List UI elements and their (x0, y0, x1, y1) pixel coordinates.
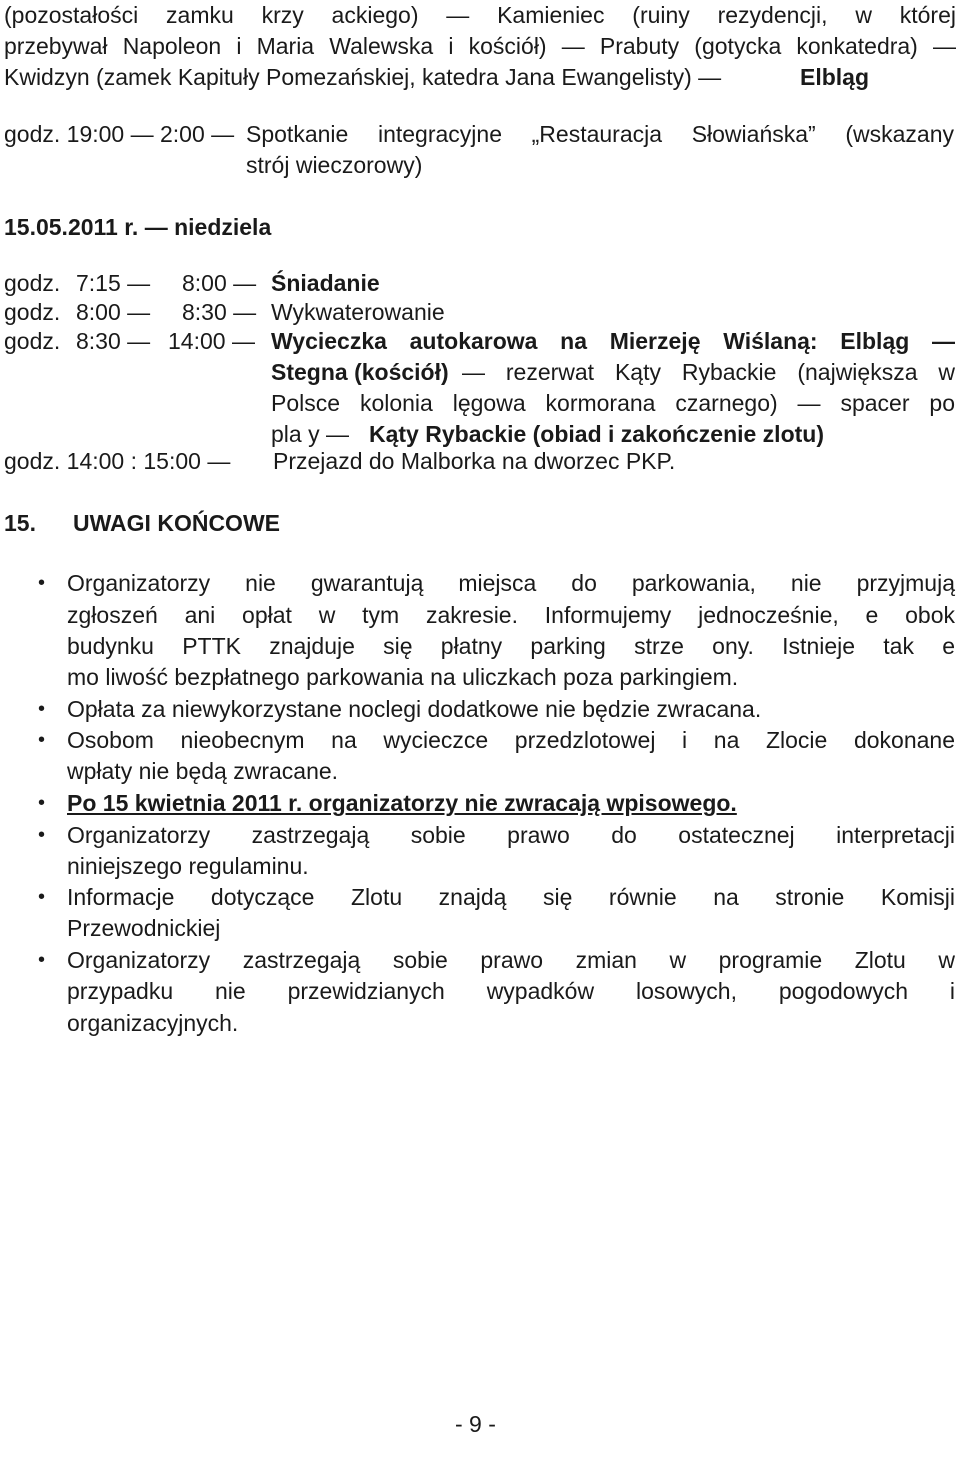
remark-line: wpłaty nie będą zwracane. (67, 758, 339, 784)
schedule-to: 8:00 — (182, 270, 257, 296)
trip-line-4-plain: pla y — (271, 421, 349, 447)
schedule-label: godz. (4, 270, 61, 296)
schedule-label: godz. (4, 299, 61, 325)
evening-time: godz. 19:00 — 2:00 — (4, 121, 235, 147)
bullet: • (38, 824, 46, 846)
remark-line: organizacyjnych. (67, 1010, 239, 1036)
schedule-row (0, 297, 960, 328)
evening-text-cont: strój wieczorowy) (246, 152, 423, 178)
bullet: • (38, 886, 46, 908)
transfer-text: Przejazd do Malborka na dworzec PKP. (273, 448, 676, 474)
bullet: • (38, 949, 46, 971)
remark-line: Informacje dotyczące Zlotu znajdą się równie na stronie Komisji (67, 884, 955, 910)
page-number (0, 1409, 960, 1440)
section-number: 15. (4, 510, 36, 536)
schedule-text: Śniadanie (271, 270, 380, 296)
remark-line-emphasis: Po 15 kwietnia 2011 r. organizatorzy nie zwracają wpisowego. (67, 790, 737, 816)
transfer-row (0, 446, 960, 477)
remark-line: przypadku nie przewidzianych wypadków losowych, pogodowych i (67, 978, 955, 1004)
section-title: UWAGI KOŃCOWE (73, 510, 280, 536)
remark-line: niniejszego regulaminu. (67, 853, 309, 879)
schedule-from: 8:00 — (76, 299, 151, 325)
remark-line: Opłata za niewykorzystane noclegi dodatkowe nie będzie zwracana. (67, 696, 762, 722)
trip-label: godz. (4, 328, 61, 354)
trip-line-3: Polsce kolonia lęgowa kormorana czarnego) — spacer po (271, 390, 955, 416)
trip-line-2-bold: Stegna (kościół) (271, 359, 449, 385)
schedule-from: 7:15 — (76, 270, 151, 296)
bullet: • (38, 572, 46, 594)
bullet: • (38, 729, 46, 751)
section-heading (0, 508, 960, 539)
remark-line: zgłoszeń ani opłat w tym zakresie. Informujemy jednocześnie, e obok (67, 602, 955, 628)
remark-line: Osobom nieobecnym na wycieczce przedzlotowej i na Zlocie dokonane (67, 727, 955, 753)
transfer-time: godz. 14:00 : 15:00 — (4, 448, 231, 474)
intro-line: Kwidzyn (zamek Kapituły Pomezańskiej, katedra Jana Ewangelisty) — (4, 64, 722, 90)
remark-line: Organizatorzy nie gwarantują miejsca do parkowania, nie przyjmują (67, 570, 955, 596)
remark-line: Przewodnickiej (67, 915, 221, 941)
remark-line: Organizatorzy zastrzegają sobie prawo do ostatecznej interpretacji (67, 822, 955, 848)
evening-event (0, 119, 960, 150)
schedule-text: Wykwaterowanie (271, 299, 445, 325)
intro-line: (pozostałości zamku krzy ackiego) — Kamieniec (ruiny rezydencji, w której (4, 2, 956, 28)
remark-line: budynku PTTK znajduje się płatny parking strze ony. Istnieje tak e (67, 633, 955, 659)
trip-to: 14:00 — (168, 328, 255, 354)
remark-line: Organizatorzy zastrzegają sobie prawo zmian w programie Zlotu w (67, 947, 955, 973)
trip-row-cont (0, 388, 960, 419)
trip-line-4-bold: Kąty Rybackie (obiad i zakończenie zlotu) (369, 421, 824, 447)
trip-line-2-rest: — rezerwat Kąty Rybackie (największa w (462, 359, 955, 385)
evening-event-cont (0, 150, 960, 181)
page-number-text: - 9 - (455, 1411, 496, 1437)
intro-line-last (4, 62, 960, 93)
intro-line: przebywał Napoleon i Maria Walewska i kościół) — Prabuty (gotycka konkatedra) — (4, 33, 956, 59)
trip-row-cont (0, 357, 960, 388)
intro-bold-end: Elbląg (800, 64, 870, 90)
trip-line-1: Wycieczka autokarowa na Mierzeję Wiślaną: Elbląg — (271, 328, 955, 354)
day-heading-text: 15.05.2011 r. — niedziela (4, 214, 272, 240)
schedule-to: 8:30 — (182, 299, 257, 325)
bullet: • (38, 698, 46, 720)
schedule-row (0, 268, 960, 299)
evening-text: Spotkanie integracyjne „Restauracja Słowiańska” (wskazany (246, 121, 954, 147)
bullet: • (38, 792, 46, 814)
trip-row (0, 326, 960, 357)
trip-from: 8:30 — (76, 328, 151, 354)
remark-line: mo liwość bezpłatnego parkowania na uliczkach poza parkingiem. (67, 664, 739, 690)
day-heading (0, 212, 960, 243)
